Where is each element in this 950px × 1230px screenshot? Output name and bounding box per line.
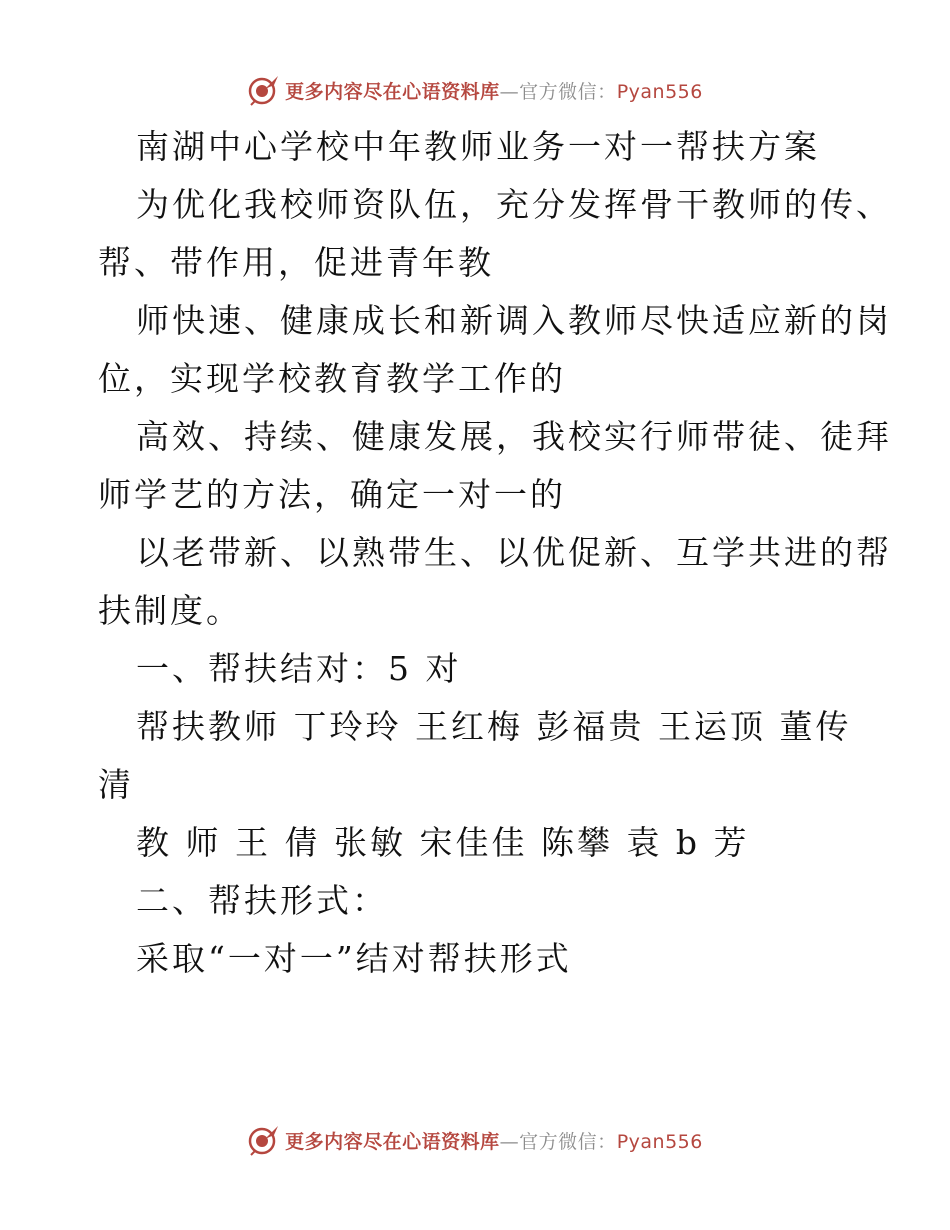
watermark-wechat-id: Pyan556 (616, 1130, 703, 1153)
watermark-group (247, 1123, 703, 1157)
watermark-official-label: 官方微信： (519, 1130, 617, 1153)
footer-watermark (0, 1120, 950, 1160)
paragraph-line: 师快速、健康成长和新调入教师尽快适应新的岗 (136, 301, 892, 340)
section-heading-pairs: 一、帮扶结对：5 对 (136, 649, 462, 688)
quill-logo-icon (247, 1123, 281, 1157)
watermark-wechat-id: Pyan556 (616, 80, 703, 103)
watermark-main-text: 更多内容尽在心语资料库 (285, 80, 500, 103)
watermark-group (247, 73, 703, 107)
paragraph-line: 帮、带作用，促进青年教 (98, 243, 494, 282)
watermark-text (285, 77, 703, 104)
helper-teachers-line: 帮扶教师 丁玲玲 王红梅 彭福贵 王运顶 董传 (136, 707, 852, 746)
paragraph-line: 采取“一对一”结对帮扶形式 (136, 939, 572, 978)
watermark-dash: — (499, 80, 520, 103)
paragraph-line: 为优化我校师资队伍，充分发挥骨干教师的传、 (136, 185, 892, 224)
section-heading-form: 二、帮扶形式： (136, 881, 388, 920)
document-body (0, 118, 950, 988)
helper-teachers-line-continued: 清 (98, 765, 134, 804)
quill-logo-icon (247, 73, 281, 107)
paragraph-line: 扶制度。 (98, 591, 242, 630)
paragraph-line: 位，实现学校教育教学工作的 (98, 359, 566, 398)
paragraph-line: 高效、持续、健康发展，我校实行师带徒、徒拜 (136, 417, 892, 456)
watermark-official-label: 官方微信： (519, 80, 617, 103)
document-title: 南湖中心学校中年教师业务一对一帮扶方案 (136, 127, 820, 166)
paragraph-line: 以老带新、以熟带生、以优促新、互学共进的帮 (136, 533, 892, 572)
header-watermark (0, 70, 950, 110)
watermark-main-text: 更多内容尽在心语资料库 (285, 1130, 500, 1153)
watermark-text (285, 1127, 703, 1154)
helped-teachers-line: 教 师 王 倩 张敏 宋佳佳 陈攀 袁 b 芳 (136, 823, 750, 862)
paragraph-line: 师学艺的方法，确定一对一的 (98, 475, 566, 514)
watermark-dash: — (499, 1130, 520, 1153)
